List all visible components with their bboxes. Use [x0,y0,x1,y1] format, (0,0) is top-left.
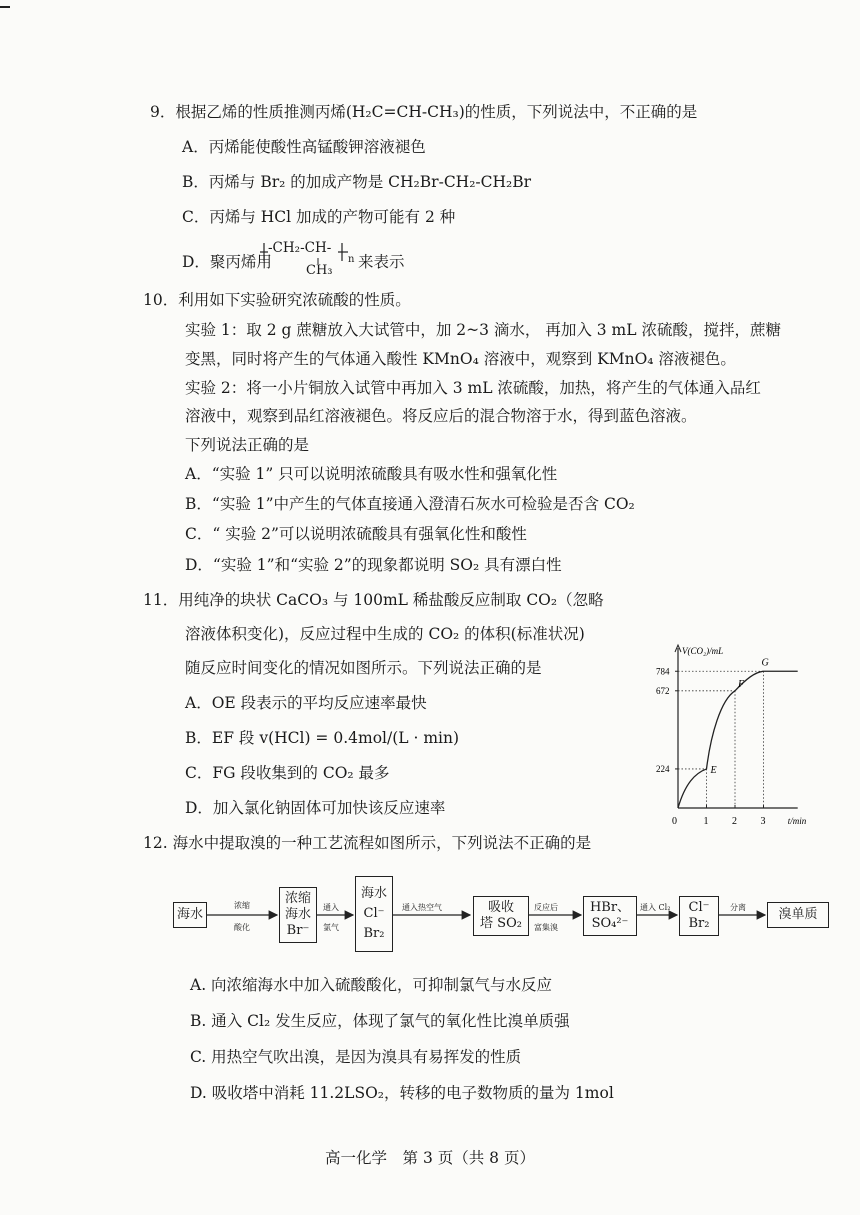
q10-exp1-line2: 变黑，同时将产生的气体通入酸性 KMnO₄ 溶液中，观察到 KMnO₄ 溶液褪色。 [185,350,736,368]
q12-option-c: C. 用热空气吹出溴，是因为溴具有易挥发的性质 [190,1048,522,1066]
x-tick-label: 3 [760,816,766,827]
arrow1-bottom-label: 酸化 [234,923,250,932]
y-axis-label: V(CO₂)/mL [682,646,724,656]
formula-main: -CH₂-CH- [268,240,332,256]
arrow2-top-label: 通入 [323,903,339,912]
box-absorption-tower [473,896,529,936]
q10-option-d: D．“实验 1”和“实验 2”的现象都说明 SO₂ 具有漂白性 [185,556,562,574]
x-tick-label: 1 [703,816,709,827]
q11-option-a: A．OE 段表示的平均反应速率最快 [185,694,427,712]
q11-option-b: B．EF 段 v(HCl) = 0.4mol/(L · min) [185,729,460,747]
box2-line3: Br⁻ [286,923,310,938]
point-label-g: G [761,657,769,669]
box6-line1: Cl⁻ [688,900,710,915]
q11-line2: 溶液体积变化)，反应过程中生成的 CO₂ 的体积(标准状况) [185,625,585,643]
q10-exp1-line1: 实验 1：取 2 g 蔗糖放入大试管中，加 2~3 滴水， 再加入 3 mL 浓硫酸，搅拌，蔗糖 [185,321,781,339]
arrow5-top-label: 通入 Cl₂ [640,903,671,912]
arrow2-bottom-label: 氯气 [323,923,339,932]
arrow4-bottom-label: 富集溴 [534,923,558,932]
q9-option-a: A．丙烯能使酸性高锰酸钾溶液褪色 [182,138,426,156]
co2-volume-curve [678,671,798,808]
box4-line2: 塔 SO₂ [480,916,522,931]
q9-option-d-prefix: D．聚丙烯用 [182,253,272,271]
q11-option-c: C．FG 段收集到的 CO₂ 最多 [185,764,390,782]
box-bromine [767,902,829,928]
q10-option-b: B．“实验 1”中产生的气体直接通入澄清石灰水可检验是否含 CO₂ [185,495,635,513]
q11-option-d: D．加入氯化钠固体可加快该反应速率 [185,799,446,817]
formula-methyl: CH₃ [306,263,333,278]
box-seawater [173,902,207,928]
q9-stem: 9．根据乙烯的性质推测丙烯(H₂C=CH-CH₃)的性质，下列说法中，不正确的是 [150,103,698,121]
q10-exp2-line2: 溶液中，观察到品红溶液褪色。将反应后的混合物溶于水，得到蓝色溶液。 [185,407,697,425]
q9-option-c: C．丙烯与 HCl 加成的产物可能有 2 种 [182,208,456,226]
box3-line1: 海水 [360,886,387,901]
x-tick-label: 0 [672,816,677,827]
q10-option-c: C．“ 实验 2”可以说明浓硫酸具有强氧化性和酸性 [185,525,527,543]
box3-line2: Cl⁻ [363,906,385,921]
arrow3-top-label: 通入热空气 [402,903,442,912]
box6-line2: Br₂ [688,916,710,931]
q10-option-a: A．“实验 1” 只可以说明浓硫酸具有吸水性和强氧化性 [185,465,558,483]
q10-question: 下列说法正确的是 [185,436,310,454]
box2-line2: 海水 [284,907,311,922]
q11-line3: 随反应时间变化的情况如图所示。下列说法正确的是 [185,659,542,677]
box4-line1: 吸收 [487,900,514,915]
q10-exp2-line1: 实验 2：将一小片铜放入试管中再加入 3 mL 浓硫酸，加热，将产生的气体通入品红 [185,379,761,397]
q9-option-d-suffix: 来表示 [358,253,405,271]
box5-line2: SO₄²⁻ [591,916,629,931]
y-tick-label: 672 [656,685,670,696]
page-edge-mark [0,6,10,8]
box5-line1: HBr、 [589,900,631,915]
y-tick-label: 784 [656,666,670,677]
point-label-e: E [710,764,717,776]
q9-option-b: B．丙烯与 Br₂ 的加成产物是 CH₂Br-CH₂-CH₂Br [182,173,532,191]
arrow1-top-label: 浓缩 [234,901,250,910]
box-seawater-label: 海水 [176,907,203,922]
q12-option-b: B. 通入 Cl₂ 发生反应，体现了氯气的氧化性比溴单质强 [190,1012,570,1030]
x-axis-label: t/min [787,816,807,826]
box-hbr-so4 [583,896,637,936]
bromine-process-flowchart [170,862,840,952]
q10-stem: 10．利用如下实验研究浓硫酸的性质。 [143,291,411,309]
point-label-f: F [738,678,745,690]
y-tick-label: 224 [656,763,670,774]
page-footer: 高一化学 第 3 页（共 8 页） [325,1149,535,1167]
q12-option-a: A. 向浓缩海水中加入硫酸酸化，可抑制氯气与水反应 [190,976,553,994]
box-bromine-label: 溴单质 [778,907,818,922]
q12-option-d: D. 吸收塔中消耗 11.2LSO₂，转移的电子数物质的量为 1mol [190,1084,614,1102]
q11-line1: 11．用纯净的块状 CaCO₃ 与 100mL 稀盐酸反应制取 CO₂（忽略 [143,591,604,609]
box3-line3: Br₂ [363,926,385,941]
arrow6-top-label: 分离 [730,903,746,912]
q12-stem: 12. 海水中提取溴的一种工艺流程如图所示，下列说法不正确的是 [143,834,592,852]
arrow4-top-label: 反应后 [534,903,558,912]
box-seawater-cl-br2 [355,876,393,952]
x-tick-label: 2 [732,816,737,827]
box-cl-br2 [679,896,719,936]
co2-volume-chart [630,640,855,830]
formula-n: n [348,254,355,265]
box2-line1: 浓缩 [284,891,311,906]
box-concentrated-seawater [279,887,317,943]
polypropylene-formula [256,234,356,282]
